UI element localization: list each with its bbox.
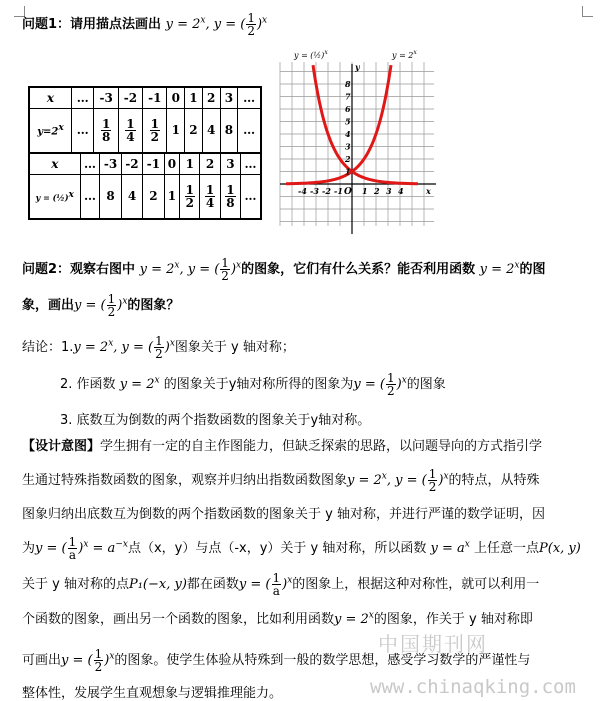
table-cell: -3 — [100, 153, 121, 175]
watermark-url: www.chinaqking.com — [370, 676, 576, 698]
table-cell: 8 — [220, 109, 238, 153]
conclusion-1: 结论：$1.y = 2^x$, y = ( $\frac{1}{2}$ )$^x$图象关于 y 轴对称； — [22, 334, 295, 361]
x-tick-label: -4 — [298, 186, 307, 196]
x-tick-label: -2 — [322, 186, 331, 196]
table-cell: 0 — [167, 87, 185, 109]
y-tick-label: 5 — [345, 116, 351, 127]
problem2-line2: 象，画出y = ( $\frac{1}{2}$ )$^x$的图象？ — [22, 292, 180, 319]
table-cell: … — [238, 87, 261, 109]
x-tick-label: -1 — [334, 186, 343, 196]
problem2-text1: 观察右图中 — [70, 262, 136, 277]
value-table-half-x — [28, 152, 262, 220]
design-line3: 图象归纳出底数互为倒数的两个指数函数的图象关于 y 轴对称，并进行严谨的数学证明，因 — [22, 507, 545, 522]
table-cell: … — [71, 109, 94, 153]
design-line4: 为y = ( $\frac{1}{a}$ )$^x = a^{-x}$点（x，y）与点（-x，y）关于 y 轴对称，所以函数 $y = a^x$ 上任意一点P(x, y) — [22, 535, 581, 562]
sep: , — [205, 17, 210, 32]
y-tick-label: 4 — [345, 129, 351, 139]
table-cell: -1 — [143, 87, 167, 109]
graph-axes — [280, 64, 436, 234]
table-cell: $\frac{1}{4}$ — [200, 175, 220, 219]
table-cell: 2 — [200, 153, 220, 175]
y-tick-label: 8 — [345, 79, 351, 89]
design-line1 — [22, 435, 542, 454]
table-cell: … — [71, 87, 94, 109]
exp: x — [200, 15, 206, 26]
table-cell: $\frac{1}{4}$ — [118, 109, 142, 153]
conclusion-2: 2. 作函数 $y = 2^x$ 的图象关于y轴对称所得的图象为y = ( $\frac{1}{2}$ )$^x$的图象 — [60, 371, 446, 398]
table-cell: $\frac{1}{8}$ — [94, 109, 118, 153]
y-tick-label: 2 — [345, 154, 351, 164]
table-cell: -1 — [143, 153, 164, 175]
value-table-2x — [28, 86, 262, 154]
table-cell: -2 — [118, 87, 142, 109]
table-cell: y = (½)$^x$ — [29, 175, 80, 219]
x-tick-label: 2 — [374, 186, 380, 196]
watermark-cn: 中国期刊网 — [378, 632, 488, 656]
table-cell: 1 — [180, 153, 200, 175]
x-axis-label: x — [426, 186, 431, 196]
table-cell: $y=2^x$ — [29, 109, 71, 153]
x-tick-label: 3 — [386, 186, 392, 196]
design-line2: 生通过特殊指数函数的图象，观察并归纳出指数函数图象$y = 2^x$, y = ( $\frac{1}{2}$ )$^x$的特点，从特殊 — [22, 467, 540, 494]
table-cell: 1 — [185, 87, 203, 109]
table-cell: 2 — [185, 109, 203, 153]
formula-2x: y = 2 — [165, 17, 201, 32]
table-cell: $\frac{1}{2}$ — [180, 175, 200, 219]
c2-prefix: 2. 作函数 — [60, 377, 116, 392]
c1-suffix: 图象关于 y 轴对称； — [174, 340, 295, 355]
problem2-line2-a: 象，画出 — [22, 298, 75, 313]
y-tick-label: 7 — [345, 91, 351, 102]
graph-label-left: y = (½)$^x$ — [294, 49, 328, 60]
table-cell: 4 — [202, 109, 220, 153]
curve-half-x — [313, 65, 418, 184]
table-cell: 8 — [100, 175, 121, 219]
table-cell: 0 — [164, 153, 180, 175]
conclusion-3: 3. 底数互为倒数的两个指数函数的图象关于y轴对称。 — [60, 413, 371, 428]
close-paren: ) — [256, 17, 263, 32]
table-cell: 4 — [121, 175, 142, 219]
design-line6: 个函数的图象，画出另一个函数的图象，比如利用函数$y = 2^x$的图象，作关于 y 轴对称即 — [22, 610, 533, 627]
formula-half: y = ( — [213, 17, 246, 32]
table-cell: $\frac{1}{2}$ — [143, 109, 167, 153]
origin-label: O — [344, 187, 352, 197]
design-line8: 整体性，发展学生直观想象与逻辑推理能力。 — [22, 686, 283, 701]
design-l1: 学生拥有一定的自主作图能力，但缺乏探索的思路，以问题导向的方式指引学 — [100, 439, 543, 454]
table-row — [29, 87, 261, 109]
problem2-line2-b: 的图象？ — [127, 298, 180, 313]
fraction: $\frac{1}{2}$ — [247, 11, 255, 38]
exponential-graph — [274, 44, 440, 236]
x-tick-label: 1 — [362, 186, 368, 196]
problem2-line1: 问题2：观察右图中 $y = 2^x$, y = ( $\frac{1}{2}$ )$^x$的图象，它们有什么关系？能否利用函数 $y = 2^x$的图 — [22, 256, 546, 283]
table-cell: … — [238, 109, 261, 153]
table-cell: -3 — [94, 87, 118, 109]
table-cell: 1 — [164, 175, 180, 219]
problem1-text: 请用描点法画出 — [70, 17, 162, 32]
table-cell: x — [29, 87, 71, 109]
design-label: 【设计意图】 — [22, 439, 101, 454]
y-tick-label: 1 — [345, 166, 351, 177]
x-tick-label: 4 — [398, 186, 404, 196]
problem1-line — [22, 12, 267, 37]
table-cell: -2 — [121, 153, 142, 175]
corner-mark-tr — [582, 6, 593, 17]
table-cell: … — [80, 175, 100, 219]
problem2-label: 问题2： — [22, 262, 71, 277]
table-cell: 2 — [202, 87, 220, 109]
exp: x — [262, 15, 268, 26]
curve-2x — [286, 65, 391, 184]
table-row — [29, 153, 261, 175]
graph-label-right: $y = 2^x$ — [392, 49, 417, 60]
conclusion-label: 结论： — [22, 340, 62, 355]
table-cell: $\frac{1}{8}$ — [220, 175, 240, 219]
table-cell: 2 — [143, 175, 164, 219]
table-cell: 3 — [220, 153, 240, 175]
y-tick-label: 6 — [345, 104, 351, 114]
graph-grid — [280, 62, 434, 226]
problem1-label: 问题1： — [22, 17, 71, 32]
y-tick-label: 3 — [345, 141, 351, 152]
design-line5: 关于 y 轴对称的点P₁(−x, y)都在函数y = ( $\frac{1}{a}$ )$^x$的图象上，根据这种对称性，就可以利用一 — [22, 571, 540, 598]
c1-prefix: 1. — [61, 340, 74, 355]
table-cell: … — [80, 153, 100, 175]
table-cell: 1 — [167, 109, 185, 153]
problem2-text3: 的图 — [519, 262, 546, 277]
y-axis-label: y — [355, 62, 360, 72]
x-tick-label: -3 — [310, 186, 319, 196]
c2-suffix: 的图象 — [406, 377, 446, 392]
c2-mid: 的图象关于y轴对称所得的图象为 — [163, 377, 354, 392]
table-cell: … — [241, 153, 262, 175]
table-cell: … — [241, 175, 262, 219]
table-cell: 3 — [220, 87, 238, 109]
design-line7: 可画出y = ( $\frac{1}{2}$ )$^x$的图象。使学生体验从特殊到一般的数学思想，感受学习数学的严谨性与 — [22, 647, 531, 674]
table-row — [29, 109, 261, 153]
problem2-text2: 的图象，它们有什么关系？能否利用函数 — [241, 262, 476, 277]
table-cell: x — [29, 153, 80, 175]
table-row — [29, 175, 261, 219]
